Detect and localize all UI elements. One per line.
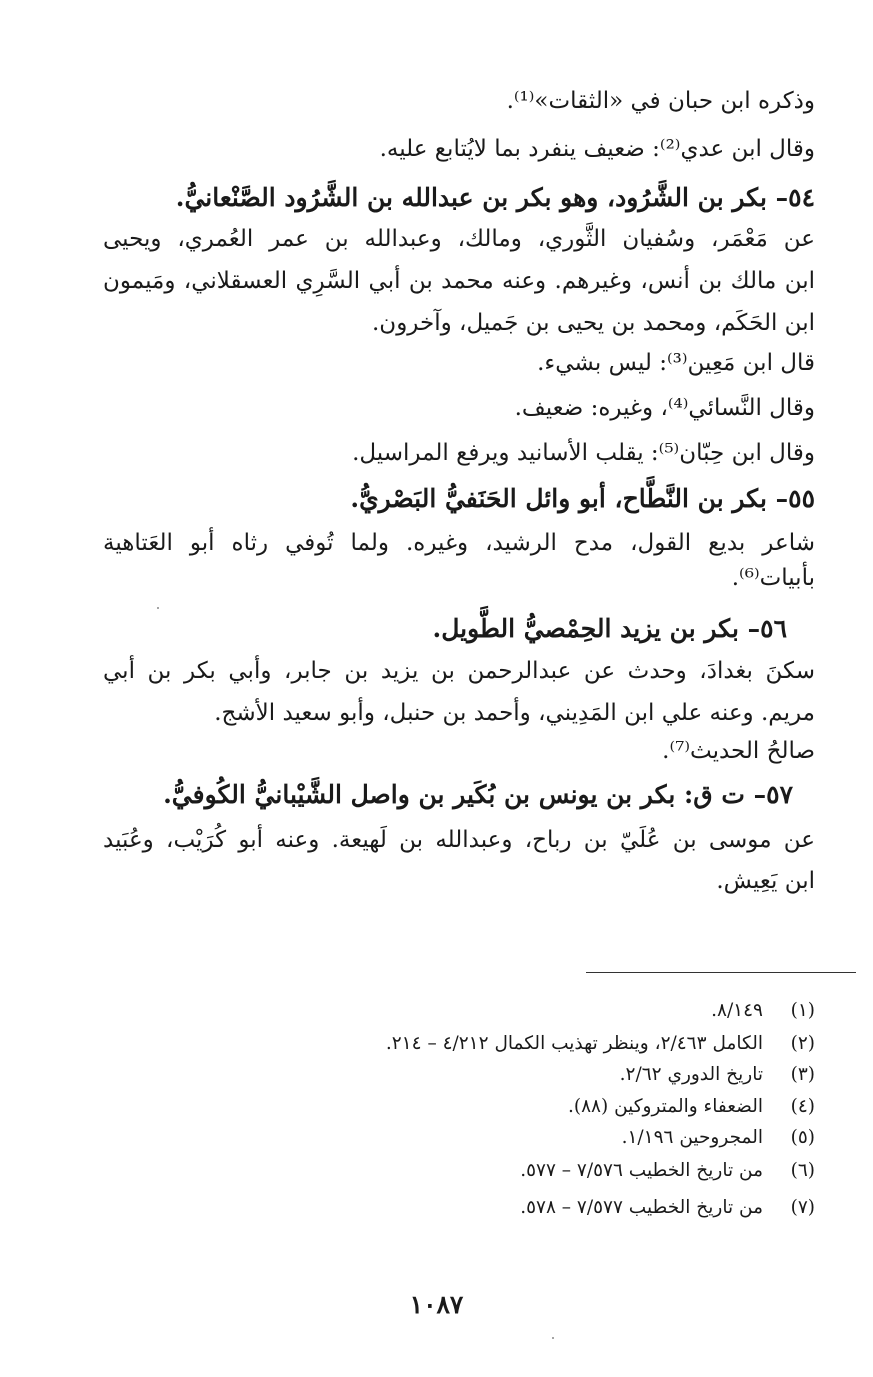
footnote-text: تاريخ الدوري ٢/٦٢.: [619, 1064, 763, 1085]
footnote-text: ٨/١٤٩.: [711, 1000, 763, 1021]
text-line: ابن الحَكَم، ومحمد بن يحيى بن جَميل، وآخرون.: [372, 310, 815, 336]
scan-speck: [157, 607, 159, 609]
footnote-text: من تاريخ الخطيب ٧/٥٧٧ – ٥٧٨.: [520, 1197, 763, 1218]
footnote-number: (٣): [790, 1064, 815, 1085]
footnote: [520, 1197, 815, 1219]
text-line: صالحُ الحديث⁽⁷⁾.: [662, 738, 815, 764]
footnote: [386, 1033, 815, 1055]
text-line: وقال النَّسائي⁽⁴⁾، وغيره: ضعيف.: [514, 395, 815, 421]
footnote: [620, 1064, 815, 1086]
footnote-text: الكامل ٢/٤٦٣، وينظر تهذيب الكمال ٤/٢١٢ – ٢١٤.: [385, 1033, 763, 1054]
text-line: وقال ابن حِبّان⁽⁵⁾: يقلب الأسانيد ويرفع المراسيل.: [352, 440, 815, 466]
footnote-text: من تاريخ الخطيب ٧/٥٧٦ – ٥٧٧.: [520, 1160, 763, 1181]
scan-speck: [552, 1337, 554, 1339]
text-line: بأبيات⁽⁶⁾.: [731, 565, 815, 591]
entry-heading: ٥٧– ت ق: بكر بن يونس بن بُكَير بن واصل الشَّيْبانيُّ الكُوفيُّ.: [163, 780, 793, 809]
footnote-separator: [586, 972, 856, 973]
footnote-number: (٥): [790, 1127, 815, 1148]
text-line: عن مَعْمَر، وسُفيان الثَّوري، ومالك، وعبدالله بن عمر العُمري، ويحيى: [103, 226, 815, 252]
text-line: شاعر بديع القول، مدح الرشيد، وغيره. ولما تُوفي رثاه أبو العَتاهية: [103, 530, 815, 556]
page-number: ١٠٨٧: [409, 1290, 464, 1319]
footnote: [520, 1160, 815, 1182]
footnote-number: (٧): [790, 1197, 815, 1218]
footnote-number: (٢): [790, 1033, 815, 1054]
text-line: مريم. وعنه علي ابن المَدِيني، وأحمد بن حنبل، وأبو سعيد الأشج.: [214, 700, 815, 726]
footnote-text: الضعفاء والمتروكين (٨٨).: [567, 1096, 763, 1117]
text-line: وقال ابن عدي⁽²⁾: ضعيف ينفرد بما لايُتابع عليه.: [379, 136, 815, 162]
entry-heading: ٥٥– بكر بن النَّطَّاح، أبو وائل الحَنَفيُّ البَصْريُّ.: [350, 484, 815, 513]
footnote-number: (٤): [790, 1096, 815, 1117]
footnote: [711, 1000, 815, 1022]
footnote-number: (١): [790, 1000, 815, 1021]
text-line: عن موسى بن عُلَيّ بن رباح، وعبدالله بن لَهيعة. وعنه أبو كُرَيْب، وعُبَيد: [103, 827, 815, 853]
text-line: وذكره ابن حبان في «الثقات»⁽¹⁾.: [506, 88, 815, 114]
text-line: قال ابن مَعِين⁽³⁾: ليس بشيء.: [537, 350, 815, 376]
entry-heading: ٥٤– بكر بن الشَّرُود، وهو بكر بن عبدالله بن الشَّرُود الصَّنْعانيُّ.: [175, 183, 815, 212]
footnote-text: المجروحين ١/١٩٦.: [621, 1127, 763, 1148]
footnote: [622, 1127, 815, 1149]
footnote-number: (٦): [790, 1160, 815, 1181]
text-line: ابن مالك بن أنس، وغيرهم. وعنه محمد بن أبي السَّرِي العسقلاني، ومَيمون: [103, 268, 815, 294]
footnote: [568, 1096, 815, 1118]
text-line: سكنَ بغدادَ، وحدث عن عبدالرحمن بن يزيد بن جابر، وأبي بكر بن أبي: [103, 658, 815, 684]
entry-heading: ٥٦– بكر بن يزيد الحِمْصيُّ الطَّويل.: [432, 614, 787, 643]
text-line: ابن يَعِيش.: [716, 868, 815, 894]
